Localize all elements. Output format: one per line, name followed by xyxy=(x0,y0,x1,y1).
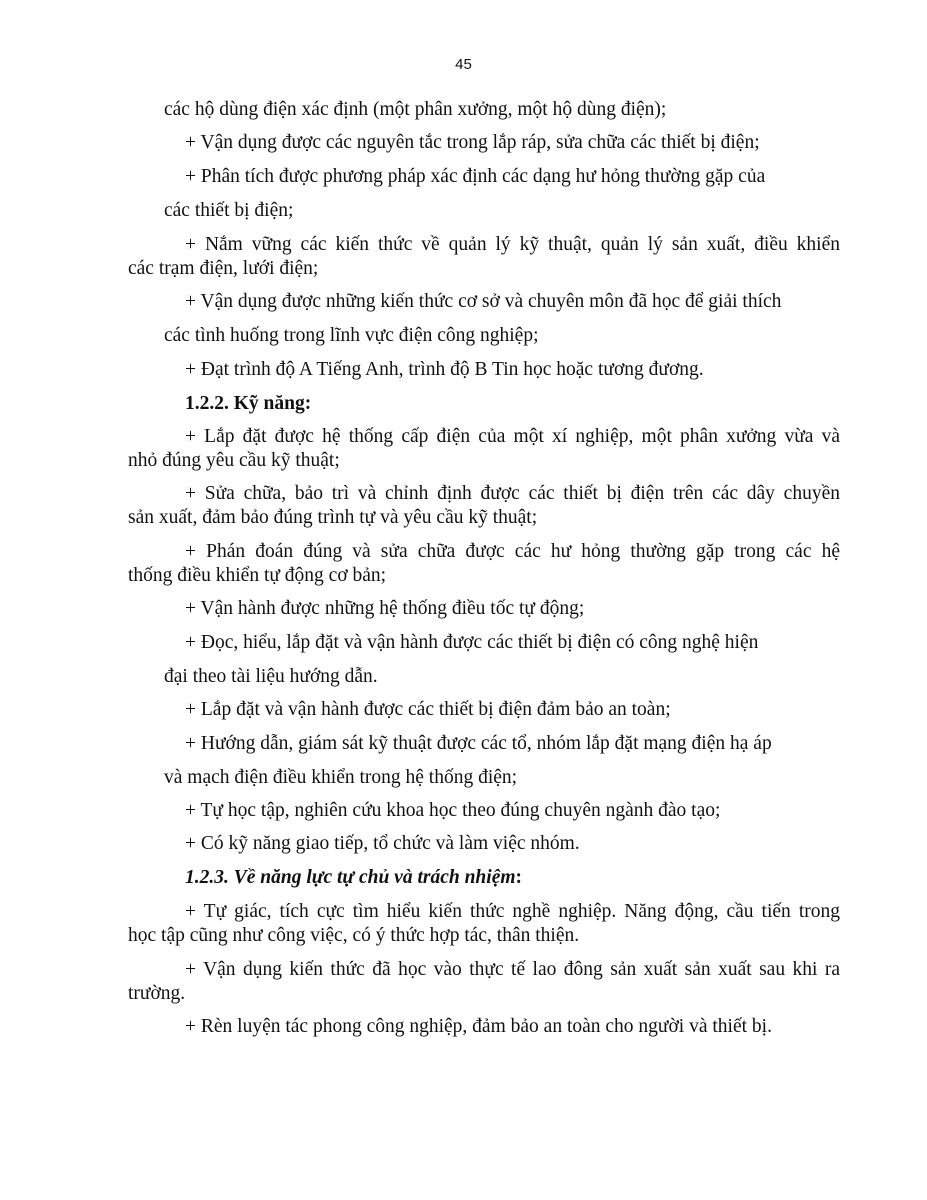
section-heading-text: 1.2.3. Về năng lực tự chủ và trách nhiệm xyxy=(185,867,516,888)
text-line: thống điều khiển tự động cơ bản; xyxy=(128,565,387,586)
text-line: + Hướng dẫn, giám sát kỹ thuật được các tổ, nhóm lắp đặt mạng điện hạ áp xyxy=(185,733,772,754)
text-line: + Lắp đặt và vận hành được các thiết bị điện đảm bảo an toàn; xyxy=(185,699,671,720)
text-line: + Có kỹ năng giao tiếp, tổ chức và làm việc nhóm. xyxy=(185,833,580,854)
section-heading: 1.2.2. Kỹ năng: xyxy=(185,393,312,414)
text-line: và mạch điện điều khiển trong hệ thống điện; xyxy=(164,767,518,788)
section-heading-colon: : xyxy=(515,867,523,888)
text-line: + Vận dụng được những kiến thức cơ sở và chuyên môn đã học để giải thích xyxy=(185,291,782,312)
text-line: + Nắm vững các kiến thức về quản lý kỹ thuật, quản lý sản xuất, điều khiển xyxy=(185,234,840,255)
text-line: đại theo tài liệu hướng dẫn. xyxy=(164,666,378,687)
text-line: học tập cũng như công việc, có ý thức hợp tác, thân thiện. xyxy=(128,925,580,946)
text-line: các thiết bị điện; xyxy=(164,200,294,221)
text-line: + Vận hành được những hệ thống điều tốc tự động; xyxy=(185,598,585,619)
text-line: + Đọc, hiểu, lắp đặt và vận hành được các thiết bị điện có công nghệ hiện xyxy=(185,632,759,653)
text-line: + Tự học tập, nghiên cứu khoa học theo đúng chuyên ngành đào tạo; xyxy=(185,800,721,821)
text-line: các tình huống trong lĩnh vực điện công nghiệp; xyxy=(164,325,539,346)
text-line: + Sửa chữa, bảo trì và chỉnh định được các thiết bị điện trên các dây chuyền xyxy=(185,483,840,504)
text-line: sản xuất, đảm bảo đúng trình tự và yêu cầu kỹ thuật; xyxy=(128,507,538,528)
page-number: 45 xyxy=(455,56,472,73)
text-line: + Rèn luyện tác phong công nghiệp, đảm bảo an toàn cho người và thiết bị. xyxy=(185,1016,772,1037)
text-line: + Phán đoán đúng và sửa chữa được các hư hỏng thường gặp trong các hệ xyxy=(185,541,840,562)
text-line: các hộ dùng điện xác định (một phân xưởng, một hộ dùng điện); xyxy=(164,99,667,120)
text-line: + Đạt trình độ A Tiếng Anh, trình độ B Tin học hoặc tương đương. xyxy=(185,359,704,380)
section-heading xyxy=(185,866,522,890)
text-line: trường. xyxy=(128,983,186,1004)
text-line: + Phân tích được phương pháp xác định các dạng hư hỏng thường gặp của xyxy=(185,166,766,187)
text-line: + Lắp đặt được hệ thống cấp điện của một xí nghiệp, một phân xưởng vừa và xyxy=(185,426,840,447)
text-line: các trạm điện, lưới điện; xyxy=(128,258,319,279)
text-line: + Vận dụng kiến thức đã học vào thực tế lao đông sản xuất sản xuất sau khi ra xyxy=(185,959,840,980)
text-line: + Tự giác, tích cực tìm hiểu kiến thức nghề nghiệp. Năng động, cầu tiến trong xyxy=(185,901,840,922)
text-line: + Vận dụng được các nguyên tắc trong lắp ráp, sửa chữa các thiết bị điện; xyxy=(185,132,760,153)
text-line: nhỏ đúng yêu cầu kỹ thuật; xyxy=(128,450,340,471)
